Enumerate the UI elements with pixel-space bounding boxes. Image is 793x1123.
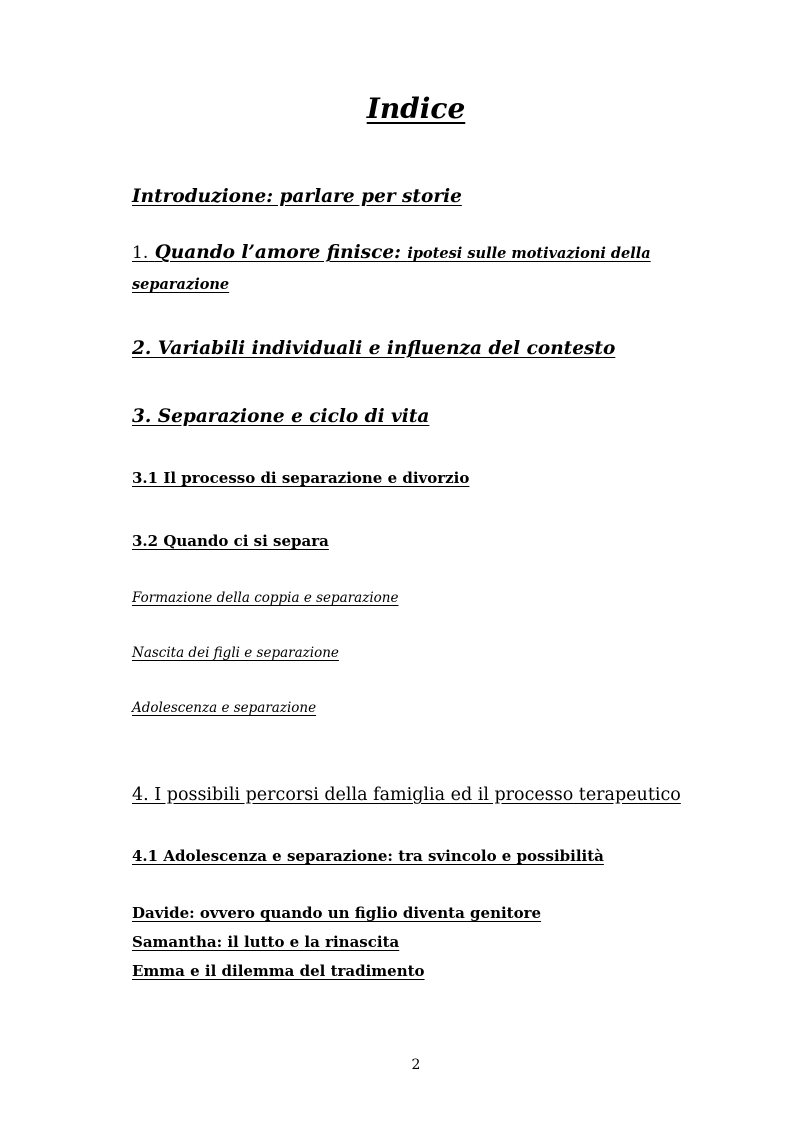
toc-entry-chapter-1-continued[interactable]: separazione: [132, 276, 230, 293]
toc-entry-case-davide[interactable]: Davide: ovvero quando un figlio diventa genitore: [132, 904, 542, 922]
toc-entry-case-samantha[interactable]: Samantha: il lutto e la rinascita: [132, 933, 400, 951]
toc-entry-subsection-nascita[interactable]: Nascita dei figli e separazione: [132, 645, 339, 661]
chapter-1-number: 1.: [132, 243, 149, 263]
toc-entry-chapter-2[interactable]: 2. Variabili individuali e influenza del contesto: [132, 338, 616, 359]
toc-entry-subsection-adolescenza[interactable]: Adolescenza e separazione: [132, 700, 317, 716]
page-title: Indice: [366, 92, 466, 125]
page-number: 2: [411, 1057, 421, 1073]
toc-entry-case-emma[interactable]: Emma e il dilemma del tradimento: [132, 962, 425, 980]
chapter-1-subtitle: ipotesi sulle motivazioni della: [407, 245, 651, 262]
toc-entry-section-3-2[interactable]: 3.2 Quando ci si separa: [132, 532, 329, 550]
toc-entry-chapter-4[interactable]: 4. I possibili percorsi della famiglia ed il processo terapeutico: [132, 785, 681, 805]
toc-entry-section-4-1[interactable]: 4.1 Adolescenza e separazione: tra svincolo e possibilità: [132, 847, 604, 865]
toc-entry-section-3-1[interactable]: 3.1 Il processo di separazione e divorzio: [132, 469, 470, 487]
toc-entry-subsection-formazione[interactable]: Formazione della coppia e separazione: [132, 590, 399, 606]
toc-entry-chapter-3[interactable]: 3. Separazione e ciclo di vita: [132, 406, 430, 427]
toc-entry-chapter-1[interactable]: [132, 242, 651, 263]
chapter-1-title: Quando l’amore finisce:: [154, 242, 401, 263]
toc-entry-intro[interactable]: Introduzione: parlare per storie: [132, 186, 462, 207]
